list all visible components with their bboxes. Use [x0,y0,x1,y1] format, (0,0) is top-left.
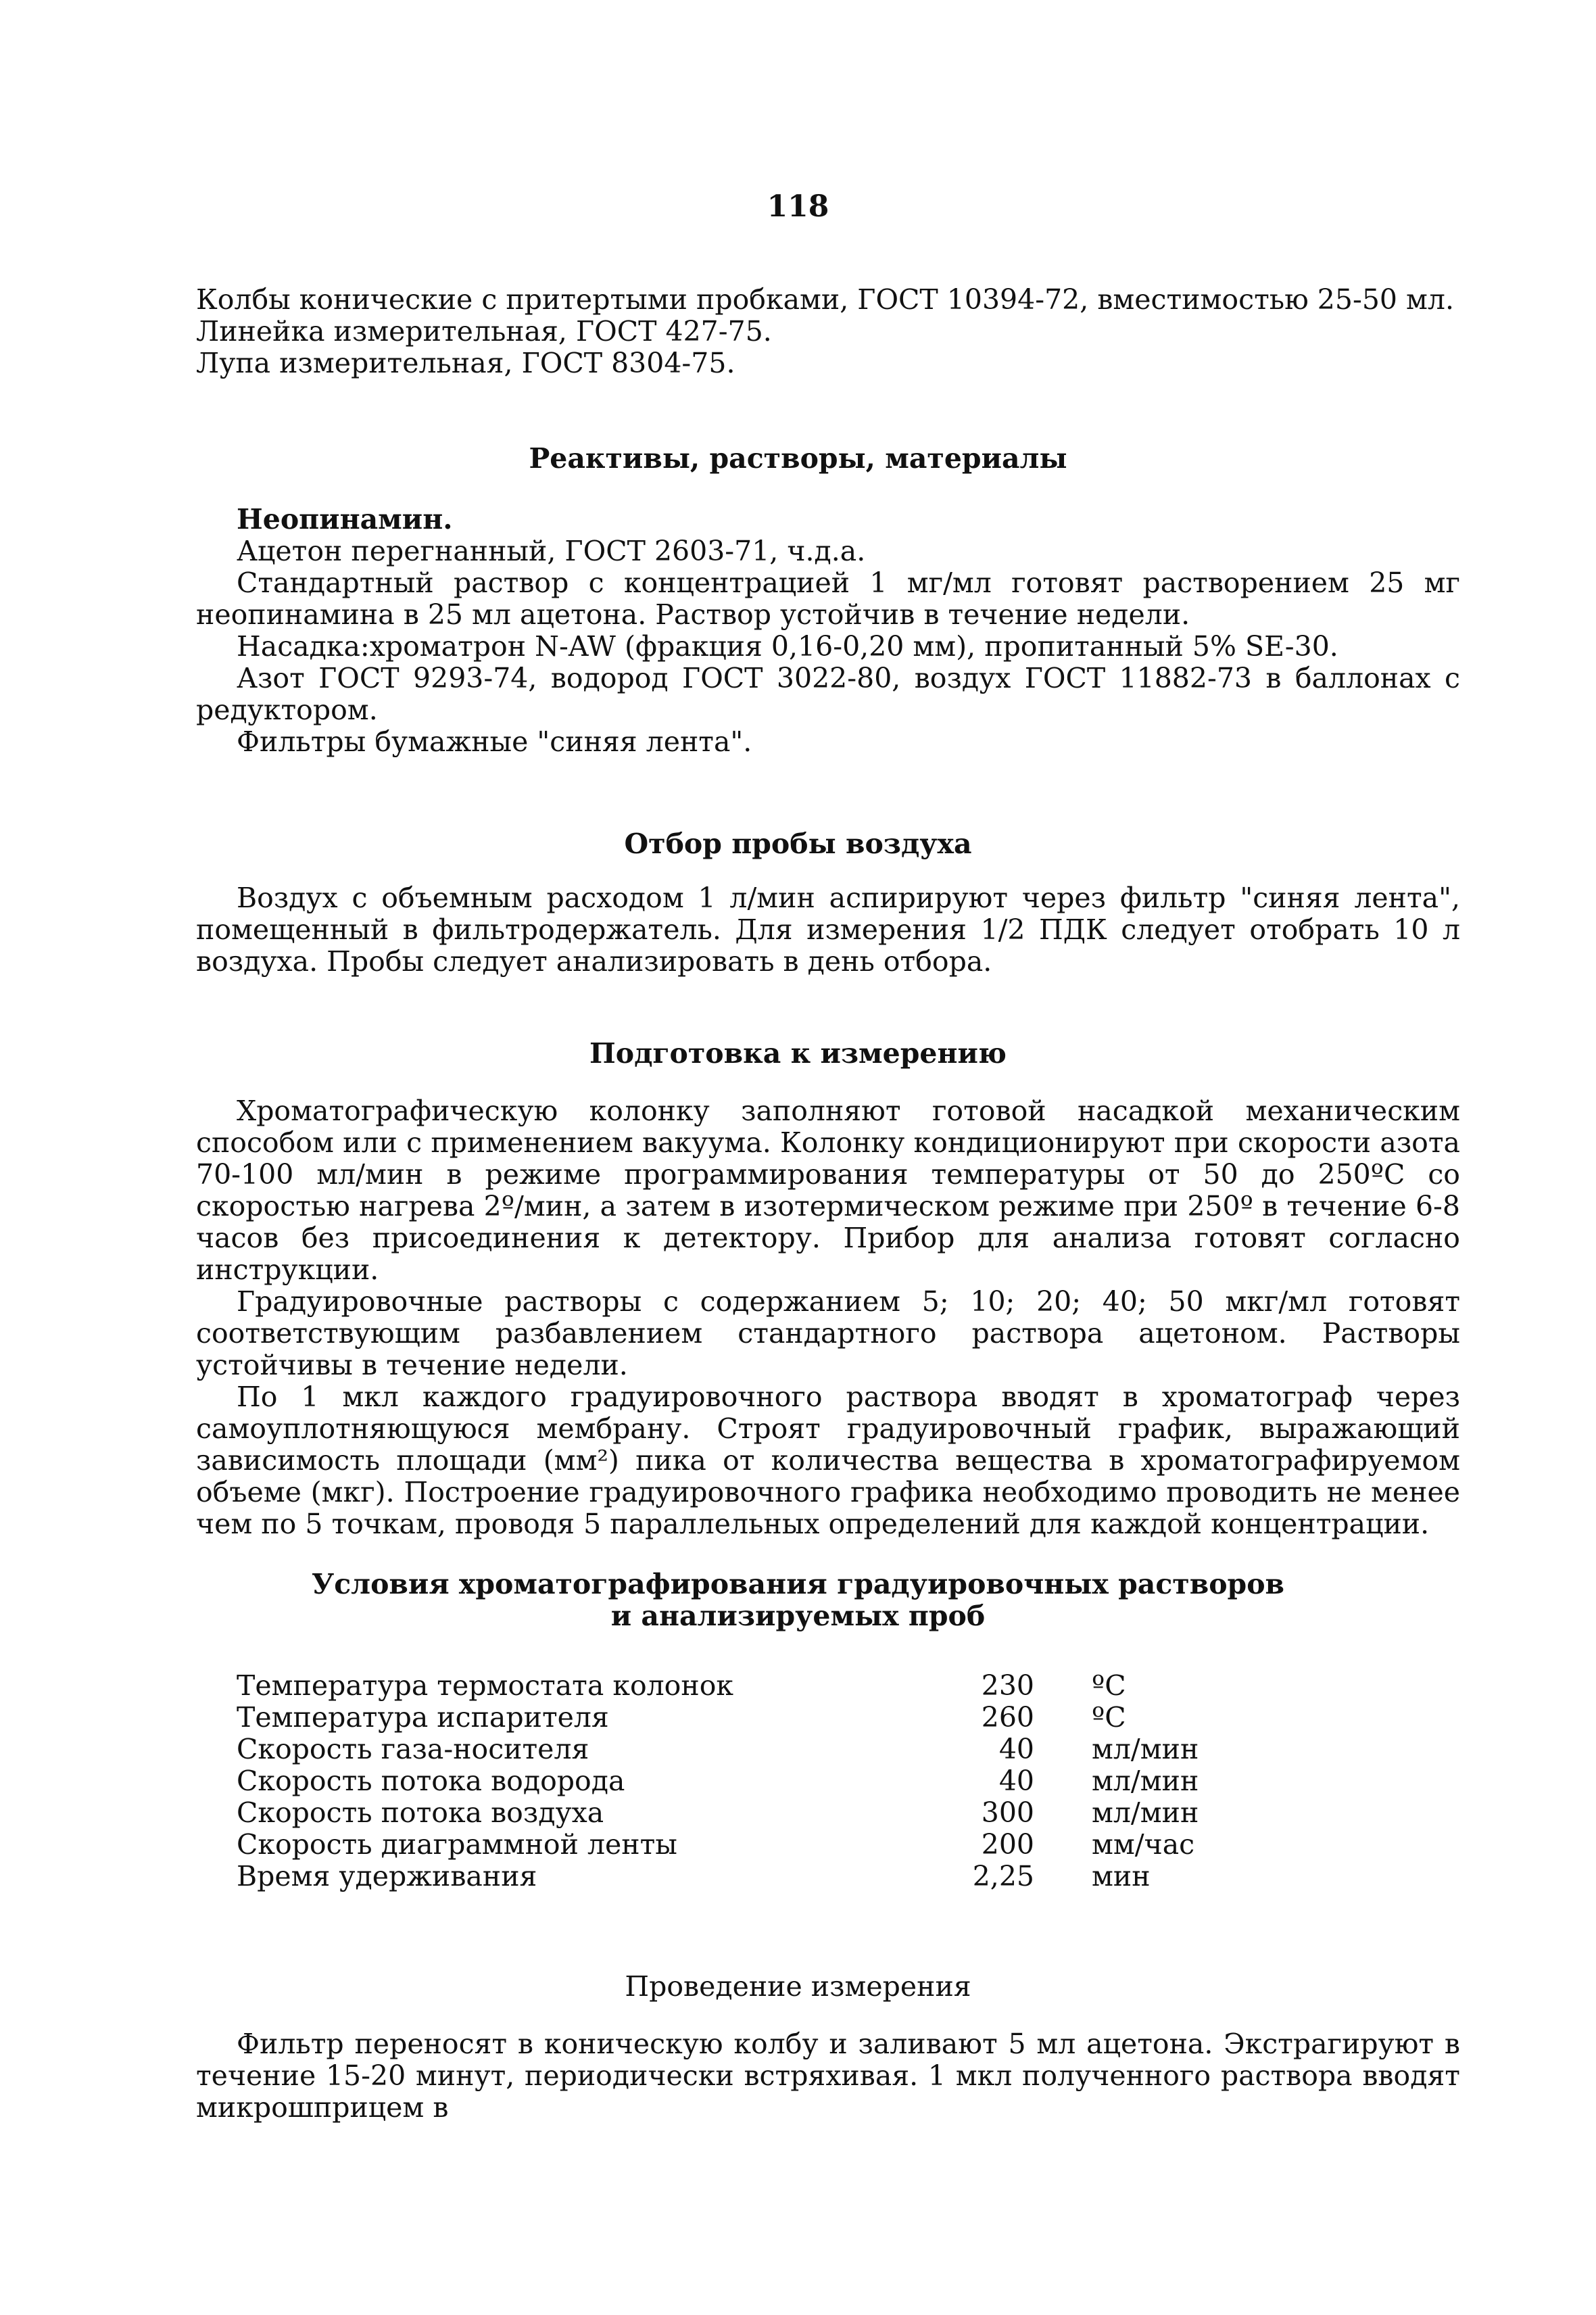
condition-label: Скорость диаграммной ленты [237,1828,677,1861]
measurement-heading: Проведение измерения [625,1970,971,2003]
reagents-list [196,504,1460,758]
condition-label: Скорость потока водорода [237,1765,625,1797]
condition-unit: ºС [1092,1669,1126,1702]
reagent-item: Неопинамин. [237,503,453,535]
preparation-paragraph: Градуировочные растворы с содержанием 5; 10; 20; 40; 50 мкг/мл готовят соответствующим разбавлением стандартного раствора ацетоном. Растворы устойчивы в течение недели. [196,1285,1460,1381]
conditions-table [237,1670,1251,1892]
equipment-item: Колбы конические с притертыми пробками, ГОСТ 10394-72, вместимостью 25-50 мл. [196,283,1454,316]
condition-unit: мл/мин [1092,1733,1199,1765]
reagent-item: Азот ГОСТ 9293-74, водород ГОСТ 3022-80, воздух ГОСТ 11882-73 в баллонах с редуктором. [196,662,1460,726]
condition-value: 2,25 [972,1860,1034,1892]
conditions-heading-line2: и анализируемых проб [610,1600,986,1632]
condition-label: Температура термостата колонок [237,1669,733,1702]
condition-value: 40 [998,1733,1034,1765]
condition-value: 260 [981,1701,1034,1734]
preparation-paragraph: По 1 мкл каждого градуировочного раствора вводят в хроматограф через самоуплотняющуюся мембрану. Строят градуировочный график, выражающий зависимость площади (мм²) пика от количества вещества в хроматографируемом объеме (мкг). Построение градуировочного графика необходимо проводить не менее чем по 5 точкам, проводя 5 параллельных определений для каждой концентрации. [196,1381,1460,1540]
reagent-item: Фильтры бумажные "синяя лента". [237,725,752,758]
reagents-heading: Реактивы, растворы, материалы [529,442,1067,475]
reagent-item: Стандартный раствор с концентрацией 1 мг/мл готовят растворением 25 мг неопинамина в 25 мл ацетона. Раствор устойчив в течение недели. [196,567,1460,631]
condition-value: 300 [981,1796,1034,1829]
condition-value: 40 [998,1765,1034,1797]
condition-value: 230 [981,1669,1034,1702]
preparation-heading: Подготовка к измерению [589,1037,1007,1070]
table-row [237,1702,1251,1734]
table-row [237,1829,1251,1861]
preparation-paragraph: Хроматографическую колонку заполняют готовой насадкой механическим способом или с применением вакуума. Колонку кондиционируют при скорости азота 70-100 мл/мин в режиме программирования температуры от 50 до 250ºС со скоростью нагрева 2º/мин, а затем в изотермическом режиме при 250º в течение 6-8 часов без присоединения к детектору. Прибор для анализа готовят согласно инструкции. [196,1095,1460,1286]
condition-unit: ºС [1092,1701,1126,1734]
condition-label: Скорость газа-носителя [237,1733,589,1765]
conditions-heading-line1: Условия хроматографирования градуировочных растворов [311,1568,1285,1600]
equipment-item: Линейка измерительная, ГОСТ 427-75. [196,315,772,348]
condition-unit: мл/мин [1092,1796,1199,1829]
equipment-item: Лупа измерительная, ГОСТ 8304-75. [196,347,735,379]
table-row [237,1797,1251,1829]
sampling-text: Воздух с объемным расходом 1 л/мин аспирируют через фильтр "синяя лента", помещенный в фильтродержатель. Для измерения 1/2 ПДК следует отобрать 10 л воздуха. Пробы следует анализировать в день отбора. [196,882,1460,978]
condition-label: Время удерживания [237,1860,537,1892]
condition-value: 200 [981,1828,1034,1861]
reagent-item: Ацетон перегнанный, ГОСТ 2603-71, ч.д.а. [237,535,866,567]
table-row [237,1861,1251,1892]
table-row [237,1765,1251,1797]
condition-unit: мл/мин [1092,1765,1199,1797]
condition-label: Температура испарителя [237,1701,609,1734]
reagent-item: Насадка:хроматрон N-AW (фракция 0,16-0,20 мм), пропитанный 5% SE-30. [237,630,1338,663]
measurement-section [196,2028,1460,2124]
table-row [237,1670,1251,1702]
equipment-list [196,284,1460,379]
condition-label: Скорость потока воздуха [237,1796,604,1829]
condition-unit: мин [1092,1860,1151,1892]
page-number: 118 [767,189,829,224]
table-row [237,1734,1251,1765]
measurement-text: Фильтр переносят в коническую колбу и заливают 5 мл ацетона. Экстрагируют в течение 15-20 минут, периодически встряхивая. 1 мкл полученного раствора вводят микрошприцем в [196,2028,1460,2124]
sampling-heading: Отбор пробы воздуха [624,828,972,860]
condition-unit: мм/час [1092,1828,1195,1861]
sampling-section [196,882,1460,978]
preparation-section [196,1095,1460,1540]
